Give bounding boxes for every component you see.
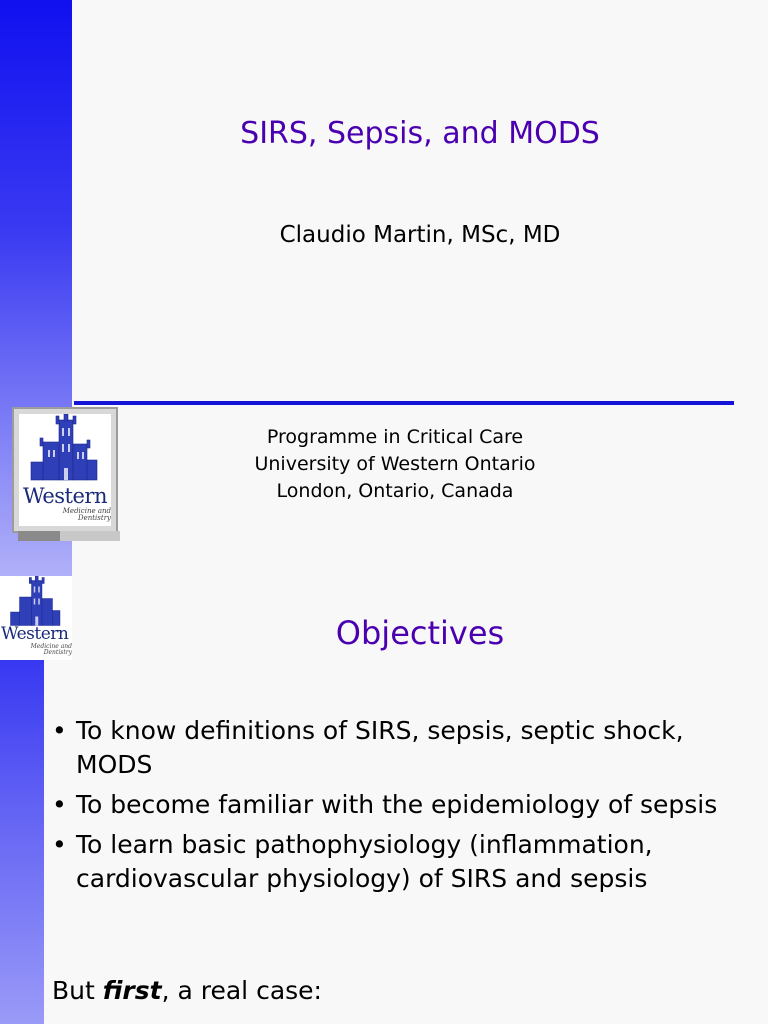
closing-text: But <box>52 976 103 1005</box>
objectives-list <box>52 714 752 902</box>
list-item-text: To become familiar with the epidemiology of sepsis <box>76 790 718 819</box>
western-logo <box>0 576 72 660</box>
slide-title: SIRS, Sepsis, and MODS <box>240 116 600 151</box>
list-item-text: To know definitions of SIRS, sepsis, septic shock, MODS <box>76 716 684 779</box>
bullet-icon: • <box>52 716 67 745</box>
logo-wordmark: Western <box>1 624 69 644</box>
logo-shadow-bar <box>60 531 120 541</box>
list-item-text: To learn basic pathophysiology (inflammation, cardiovascular physiology) of SIRS and sepsis <box>76 830 653 893</box>
slide-2 <box>0 576 768 1024</box>
logo-subtitle <box>19 508 111 523</box>
logo-wordmark: Western <box>22 484 107 508</box>
list-item <box>52 714 752 782</box>
logo-subtitle-line: Medicine and <box>30 643 72 650</box>
tower-icon <box>19 414 111 486</box>
author-name: Claudio Martin, MSc, MD <box>279 222 561 248</box>
divider-line <box>74 401 734 405</box>
closing-line <box>52 976 322 1005</box>
affiliation-line: University of Western Ontario <box>254 453 536 475</box>
western-logo-frame <box>12 407 118 533</box>
affiliation-block <box>140 424 650 505</box>
affiliation-line: London, Ontario, Canada <box>276 480 514 502</box>
western-logo <box>19 414 111 526</box>
closing-text: , a real case: <box>161 976 322 1005</box>
logo-shadow-bar <box>18 531 60 541</box>
logo-subtitle <box>0 644 72 657</box>
closing-emphasis: first <box>102 976 162 1005</box>
bullet-icon: • <box>52 790 67 819</box>
list-item <box>52 788 752 822</box>
bullet-icon: • <box>52 830 67 859</box>
slide-title: Objectives <box>335 614 505 652</box>
logo-subtitle-line: Medicine and <box>62 507 111 515</box>
list-item <box>52 828 752 896</box>
logo-subtitle-line: Dentistry <box>77 514 111 523</box>
logo-subtitle-line: Dentistry <box>43 649 72 657</box>
affiliation-line: Programme in Critical Care <box>266 426 524 448</box>
tower-icon <box>0 576 72 630</box>
